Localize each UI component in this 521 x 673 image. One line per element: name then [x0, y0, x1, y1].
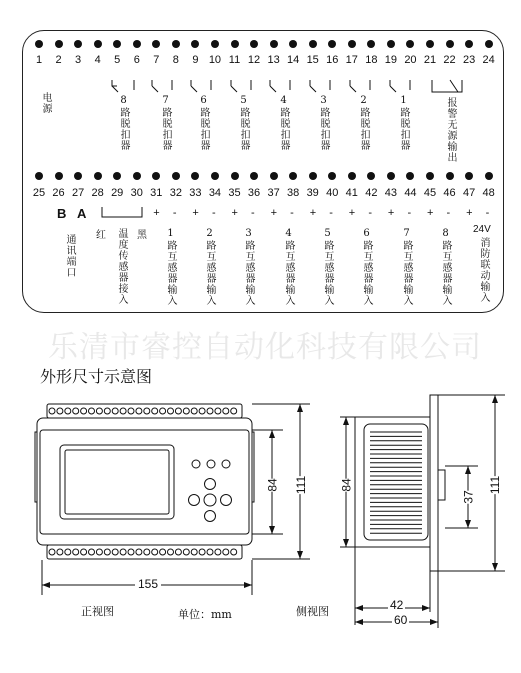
dim-side-111: 111: [488, 475, 503, 495]
dim-depth-42: 42: [390, 598, 404, 612]
terminal-number: 14: [287, 54, 300, 66]
fire-linkage-label: 消防联动输入: [478, 237, 489, 303]
page-title: 外形尺寸示意图: [40, 367, 153, 386]
terminal-number: 25: [32, 187, 46, 199]
terminal-number: 45: [423, 187, 437, 199]
terminal-number: 20: [404, 54, 417, 66]
terminal-number: 47: [462, 187, 476, 199]
terminal-screw: [104, 549, 110, 555]
terminal-screw: [183, 408, 189, 414]
terminal-screw: [112, 408, 118, 414]
terminal-screw: [73, 549, 79, 555]
terminal-number: 39: [306, 187, 319, 199]
terminal-screw: [199, 408, 205, 414]
plus-marker: +: [427, 207, 434, 219]
ct5-label: 5路互感器输入: [322, 228, 333, 306]
minus-marker: -: [368, 207, 373, 219]
plus-marker: +: [192, 207, 199, 219]
terminal-number: 28: [91, 187, 104, 199]
terminal-screw: [223, 549, 229, 555]
minus-marker: -: [211, 207, 216, 219]
terminal-number: 2: [55, 54, 62, 66]
terminal-number: 42: [365, 187, 378, 199]
terminal-number: 27: [71, 187, 85, 199]
terminal-number: 11: [228, 54, 241, 66]
terminal-screw: [136, 408, 142, 414]
terminal-screw: [49, 408, 55, 414]
terminal-screw: [175, 549, 181, 555]
minus-marker: -: [407, 207, 412, 219]
terminal-number: 48: [482, 187, 495, 199]
terminal-number: 16: [326, 54, 339, 66]
terminal-screw: [96, 549, 102, 555]
terminal-number: 32: [169, 187, 182, 199]
ct8-label: 8路互感器输入: [440, 228, 451, 306]
dim-height-84: 84: [265, 478, 280, 492]
trip2-label: 2路脱扣器: [358, 95, 369, 151]
trip7-label: 7路脱扣器: [160, 95, 171, 151]
front-view: [35, 404, 310, 595]
side-vent-slots: [370, 432, 422, 533]
terminal-screw: [183, 549, 189, 555]
terminal-number: 41: [345, 187, 358, 199]
terminal-number: 13: [267, 54, 280, 66]
terminal-number: 17: [345, 54, 358, 66]
trip5-label: 5路脱扣器: [238, 95, 249, 151]
terminal-screw: [120, 549, 126, 555]
side-dim-arrows: [343, 395, 498, 625]
plus-marker: +: [309, 207, 317, 219]
terminal-screw: [49, 549, 55, 555]
minus-marker: -: [446, 207, 451, 219]
terminal-number: 38: [287, 187, 300, 199]
terminal-screw: [65, 549, 71, 555]
dim-depth-60: 60: [394, 613, 408, 627]
terminal-screw: [136, 549, 142, 555]
plus-marker: +: [348, 207, 356, 219]
ct2-label: 2路互感器输入: [204, 228, 215, 306]
dim-side-84: 84: [339, 478, 354, 492]
side-view: [340, 395, 505, 628]
terminal-screw: [223, 408, 229, 414]
terminal-number: 10: [208, 54, 222, 66]
terminal-number: 43: [384, 187, 398, 199]
terminal-screw: [215, 408, 221, 414]
terminal-screw: [57, 408, 63, 414]
plus-marker: +: [231, 207, 238, 219]
trip1-label: 1路脱扣器: [398, 95, 409, 151]
plus-marker: +: [270, 207, 278, 219]
plus-marker: +: [466, 207, 473, 219]
fire-24v-label: 24V: [473, 224, 491, 235]
plus-marker: +: [153, 207, 160, 219]
terminal-number: 46: [443, 187, 456, 199]
alarm-output-label: 报警无源输出: [445, 97, 456, 163]
terminal-screw: [89, 408, 95, 414]
trip8-label: 8路脱扣器: [118, 95, 129, 151]
terminal-number: 19: [384, 54, 398, 66]
trip4-label: 4路脱扣器: [278, 95, 289, 151]
terminal-number: 4: [94, 54, 101, 66]
minus-marker: -: [290, 207, 294, 219]
red-wire-label: 红: [96, 230, 106, 241]
terminal-screw: [215, 549, 221, 555]
front-view-caption: 正视图: [81, 605, 114, 618]
terminal-screw: [73, 408, 79, 414]
terminal-screw: [231, 549, 237, 555]
terminal-screw: [81, 549, 87, 555]
ct7-label: 7路互感器输入: [401, 228, 412, 306]
ct1-label: 1路互感器输入: [165, 228, 176, 306]
terminal-screw: [104, 408, 110, 414]
terminal-number: 21: [423, 54, 437, 66]
ct6-label: 6路互感器输入: [361, 228, 372, 306]
terminal-screw: [207, 549, 213, 555]
front-dim-arrows: [42, 404, 303, 588]
terminal-number: 33: [189, 187, 202, 199]
terminal-number: 6: [133, 54, 140, 66]
terminal-number: 40: [326, 187, 339, 199]
terminal-screw: [199, 549, 205, 555]
terminal-number: 15: [306, 54, 319, 66]
terminal-number: 36: [247, 187, 261, 199]
terminal-screw: [152, 408, 158, 414]
terminal-number: 23: [462, 54, 476, 66]
terminal-number: 44: [404, 187, 417, 199]
unit-caption: 单位：mm: [178, 608, 232, 621]
terminal-number: 22: [443, 54, 456, 66]
terminal-screw: [152, 549, 158, 555]
terminal-screw: [160, 549, 166, 555]
terminal-screw: [128, 408, 134, 414]
company-watermark: 乐清市睿控自动化科技有限公司: [48, 330, 482, 365]
terminal-number: 3: [75, 54, 82, 66]
terminal-number: 30: [130, 187, 143, 199]
terminal-number: 5: [114, 54, 121, 66]
black-wire-label: 黑: [137, 230, 147, 241]
temp-sensor-label: 温度传感器接入: [116, 228, 127, 305]
terminal-screw: [168, 549, 174, 555]
dim-side-37: 37: [461, 490, 476, 504]
minus-marker: -: [172, 207, 177, 219]
minus-marker: -: [329, 207, 333, 219]
dim-width-155: 155: [135, 577, 161, 591]
terminal-number: 7: [153, 54, 160, 66]
terminal-number: 9: [192, 54, 199, 66]
terminal-number: 18: [365, 54, 378, 66]
terminal-screw: [120, 408, 126, 414]
minus-marker: -: [251, 207, 255, 219]
top-switch-symbols: [112, 80, 462, 92]
side-view-caption: 侧视图: [296, 605, 329, 618]
terminal-screw: [144, 408, 150, 414]
terminal-screw: [191, 549, 197, 555]
plus-marker: +: [387, 207, 395, 219]
rs485-a-label: A: [77, 206, 87, 221]
power-label: 电源: [40, 92, 51, 114]
terminal-screw: [168, 408, 174, 414]
terminal-screw: [175, 408, 181, 414]
terminal-number: 35: [228, 187, 241, 199]
dim-height-111: 111: [294, 475, 309, 495]
terminal-screw: [89, 549, 95, 555]
terminal-number: 34: [208, 187, 222, 199]
terminal-screw: [160, 408, 166, 414]
terminal-number: 24: [482, 54, 495, 66]
ct4-label: 4路互感器输入: [283, 228, 294, 306]
terminal-screw: [144, 549, 150, 555]
terminal-screw: [57, 549, 63, 555]
terminal-screw: [191, 408, 197, 414]
terminal-screw: [112, 549, 118, 555]
terminal-number: 1: [35, 54, 43, 66]
terminal-screw: [231, 408, 237, 414]
terminal-screw: [65, 408, 71, 414]
ct3-label: 3路互感器输入: [243, 228, 254, 306]
terminal-screw: [128, 549, 134, 555]
terminal-number: 37: [267, 187, 280, 199]
terminal-screw: [96, 408, 102, 414]
terminal-screw: [81, 408, 87, 414]
terminal-number: 12: [247, 54, 261, 66]
comm-port-label: 通讯端口: [64, 234, 75, 278]
rs485-b-label: B: [57, 206, 67, 221]
terminal-number: 26: [52, 187, 65, 199]
trip6-label: 6路脱扣器: [198, 95, 209, 151]
terminal-number: 31: [150, 187, 163, 199]
terminal-number: 8: [172, 54, 179, 66]
terminal-number: 29: [111, 187, 124, 199]
terminal-screw: [207, 408, 213, 414]
minus-marker: -: [485, 207, 490, 219]
trip3-label: 3路脱扣器: [318, 95, 329, 151]
